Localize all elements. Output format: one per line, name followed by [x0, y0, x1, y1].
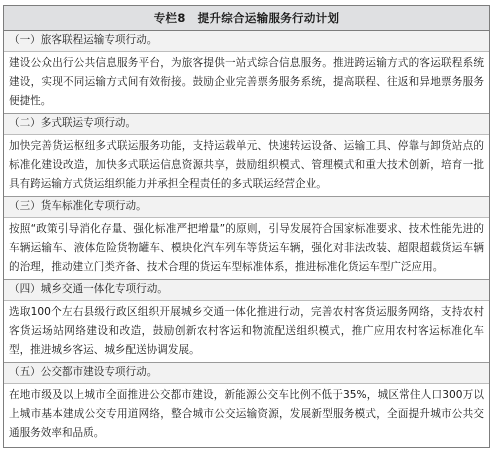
section-multimodal-transport — [4, 114, 489, 197]
section-body: 在地市级及以上城市全面推进公交都市建设，新能源公交车比例不低于35%，城区常住人口300万以上城市基本建成公交专用道网络，整合城市公交运输资源，发展新型服务模式，全面提升城市公共交通服务效率和品质。 — [9, 389, 484, 439]
section-passenger-intermodal — [4, 31, 489, 114]
section-heading: （一）旅客联程运输专项行动。 — [4, 31, 489, 52]
box-title: 提升综合运输服务行动计划 — [197, 11, 340, 25]
section-heading: （三）货车标准化专项行动。 — [4, 197, 489, 218]
policy-box — [3, 5, 490, 448]
section-heading: （二）多式联运专项行动。 — [4, 114, 489, 135]
box-label: 专栏8 — [153, 11, 186, 25]
section-truck-standardization — [4, 197, 489, 280]
section-body: 建设公众出行公共信息服务平台，为旅客提供一站式综合信息服务。推进跨运输方式的客运联程系统建设，实现不同运输方式间有效衔接。鼓励企业完善票务服务系统，提高联程、往返和异地票务服务便捷性。 — [9, 57, 484, 107]
box-title-bar — [4, 6, 489, 31]
section-transit-metropolis — [4, 363, 489, 445]
section-urban-rural-integration — [4, 280, 489, 363]
section-body: 选取100个左右县级行政区组织开展城乡交通一体化推进行动，完善农村客货运服务网络，支持农村客货运场站网络建设和改造，鼓励创新农村客运和物流配送组织模式，推广应用农村客运标准化车型，推进城乡客运、城乡配送协调发展。 — [9, 306, 484, 356]
section-heading: （五）公交都市建设专项行动。 — [4, 363, 489, 384]
section-body: 加快完善货运枢纽多式联运服务功能，支持运载单元、快速转运设备、运输工具、停靠与卸货站点的标准化建设改造，加快多式联运信息资源共享，鼓励组织模式、管理模式和重大技术创新，培育一批具有跨运输方式货运组织能力并承担全程责任的多式联运经营企业。 — [9, 140, 484, 190]
section-body: 按照“政策引导消化存量、强化标准严把增量”的原则，引导发展符合国家标准要求、技术性能先进的车辆运输车、液体危险货物罐车、模块化汽车列车等货运车辆，强化对非法改装、超限超载货运车辆的治理，推动建立门类齐备、技术合理的货运车型标准体系，推进标准化货运车型广泛应用。 — [9, 223, 484, 273]
section-heading: （四）城乡交通一体化专项行动。 — [4, 280, 489, 301]
